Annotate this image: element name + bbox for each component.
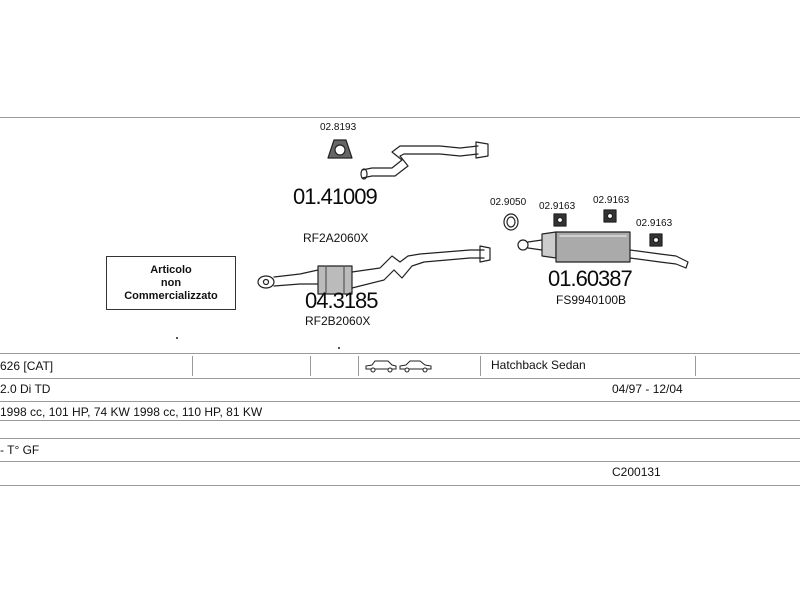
rear-silencer-oem-number: FS9940100B <box>556 293 627 307</box>
production-period: 04/97 - 12/04 <box>612 382 683 396</box>
column-divider <box>480 356 481 376</box>
body-type: Hatchback Sedan <box>491 358 586 372</box>
column-divider <box>310 356 311 376</box>
hanger-part-number[interactable]: 02.9163 <box>593 195 630 206</box>
notice-line: non <box>160 276 182 289</box>
power-spec: 1998 cc, 101 HP, 74 KW 1998 cc, 110 HP, 81 KW <box>0 405 263 419</box>
not-available-notice <box>106 256 236 310</box>
column-divider <box>695 356 696 376</box>
car-body-icons <box>364 358 434 374</box>
notice-line: Articolo <box>150 263 192 276</box>
hanger-icon <box>554 214 566 226</box>
fitment-note: - T° GF <box>0 443 40 457</box>
gasket-part-number[interactable]: 02.9050 <box>490 197 527 208</box>
catalyst-oem-number: RF2B2060X <box>305 314 371 328</box>
hanger-icon <box>604 210 616 222</box>
rear-silencer-part-number[interactable]: 01.60387 <box>548 266 632 291</box>
vehicle-model: 626 [CAT] <box>0 359 54 373</box>
front-pipe-part-number[interactable]: 01.41009 <box>293 184 377 209</box>
notice-line: Commercializzato <box>124 289 218 302</box>
hanger-icon <box>650 234 662 246</box>
clamp-icon <box>328 140 352 158</box>
hanger-part-number[interactable]: 02.9163 <box>539 201 576 212</box>
gasket-icon <box>504 214 518 230</box>
column-divider <box>358 356 359 376</box>
hanger-part-number[interactable]: 02.9163 <box>636 218 673 229</box>
column-divider <box>192 356 193 376</box>
front-pipe-oem-number: RF2A2060X <box>303 231 369 245</box>
catalyst-part-number[interactable]: 04.3185 <box>305 288 378 313</box>
car-icon <box>364 358 434 374</box>
engine-spec: 2.0 Di TD <box>0 382 51 396</box>
clamp-part-number[interactable]: 02.8193 <box>320 122 357 133</box>
catalog-code: C200131 <box>612 465 661 479</box>
front-pipe-icon <box>361 142 488 179</box>
catalyst-pipe-icon <box>258 246 490 294</box>
